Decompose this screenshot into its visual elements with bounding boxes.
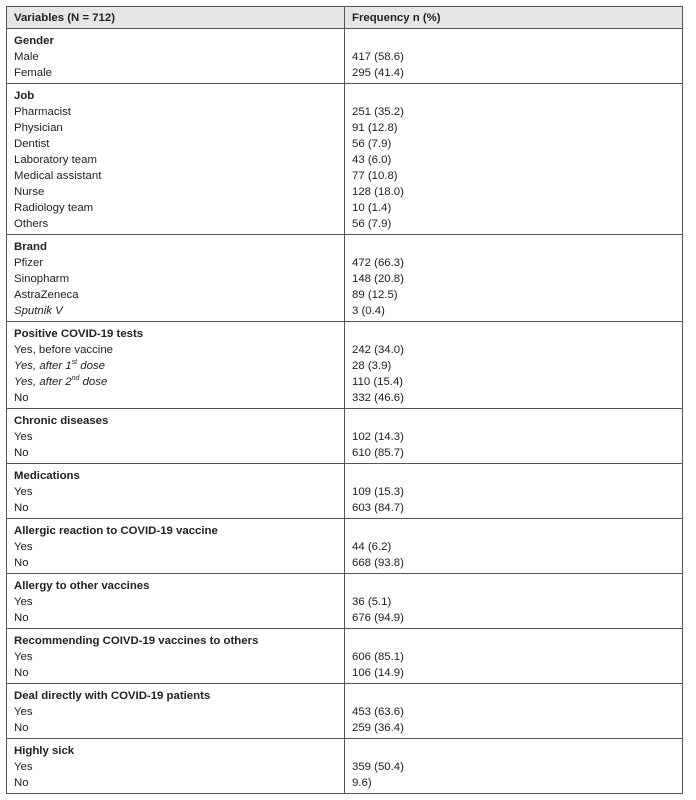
row-label: Yes, after 1st dose xyxy=(14,359,105,372)
row-label: Sputnik V xyxy=(14,305,63,317)
row-value: 36 (5.1) xyxy=(352,596,392,608)
row-value: 610 (85.7) xyxy=(352,447,404,459)
group-brand xyxy=(7,235,682,322)
group-title: Positive COVID-19 tests xyxy=(14,328,144,340)
row-value: 109 (15.3) xyxy=(352,486,404,498)
row-value: 128 (18.0) xyxy=(352,186,404,198)
group-title: Recommending COIVD-19 vaccines to others xyxy=(14,635,259,647)
row-label: AstraZeneca xyxy=(14,289,79,301)
group-title: Chronic diseases xyxy=(14,415,109,427)
row-label: Medical assistant xyxy=(14,170,102,182)
row-value: 472 (66.3) xyxy=(352,257,404,269)
row-label: Dentist xyxy=(14,138,50,150)
row-value: 453 (63.6) xyxy=(352,706,404,718)
row-label: Pharmacist xyxy=(14,106,71,118)
row-value: 3 (0.4) xyxy=(352,305,385,317)
row-label: Yes xyxy=(14,706,33,718)
row-value: 43 (6.0) xyxy=(352,154,392,166)
row-label: No xyxy=(14,612,29,624)
row-value: 417 (58.6) xyxy=(352,51,404,63)
group-medications xyxy=(7,464,682,519)
row-label: Pfizer xyxy=(14,257,44,269)
row-value: 28 (3.9) xyxy=(352,360,392,372)
header-variables: Variables (N = 712) xyxy=(7,7,345,28)
group-recommending xyxy=(7,629,682,684)
row-label: No xyxy=(14,722,29,734)
row-label: Yes xyxy=(14,541,33,553)
row-value: 295 (41.4) xyxy=(352,67,404,79)
row-value: 110 (15.4) xyxy=(352,376,404,388)
row-value: 606 (85.1) xyxy=(352,651,404,663)
row-value: 251 (35.2) xyxy=(352,106,404,118)
group-title: Allergy to other vaccines xyxy=(14,580,150,592)
group-allergic-reaction xyxy=(7,519,682,574)
group-chronic-diseases xyxy=(7,409,682,464)
row-label: Laboratory team xyxy=(14,154,97,166)
row-value: 603 (84.7) xyxy=(352,502,404,514)
row-label: Others xyxy=(14,218,49,230)
row-label: No xyxy=(14,667,29,679)
row-label: Radiology team xyxy=(14,202,94,214)
row-label: Yes, before vaccine xyxy=(14,344,113,356)
row-value: 668 (93.8) xyxy=(352,557,404,569)
row-value: 259 (36.4) xyxy=(352,722,404,734)
row-label: Female xyxy=(14,67,52,79)
row-label: Physician xyxy=(14,122,63,134)
group-highly-sick xyxy=(7,739,682,793)
group-title: Allergic reaction to COVID-19 vaccine xyxy=(14,525,218,537)
row-label: No xyxy=(14,447,29,459)
group-allergy-other-vaccines xyxy=(7,574,682,629)
row-label: No xyxy=(14,557,29,569)
row-label: Yes xyxy=(14,651,33,663)
table-header xyxy=(7,7,682,29)
group-positive-tests xyxy=(7,322,682,409)
row-label: No xyxy=(14,777,29,789)
group-title: Brand xyxy=(14,241,47,253)
row-label: Male xyxy=(14,51,39,63)
group-title: Gender xyxy=(14,35,54,47)
group-job xyxy=(7,84,682,235)
header-frequency: Frequency n (%) xyxy=(352,11,441,24)
row-label: Yes, after 2nd dose xyxy=(14,375,108,388)
row-value: 106 (14.9) xyxy=(352,667,404,679)
group-gender xyxy=(7,29,682,84)
row-value: 102 (14.3) xyxy=(352,431,404,443)
group-title: Deal directly with COVID-19 patients xyxy=(14,690,211,702)
row-value: 10 (1.4) xyxy=(352,202,392,214)
row-value: 242 (34.0) xyxy=(352,344,404,356)
group-title: Medications xyxy=(14,470,80,482)
row-label: No xyxy=(14,392,29,404)
row-value: 44 (6.2) xyxy=(352,541,392,553)
row-label: Yes xyxy=(14,596,33,608)
frequency-table xyxy=(6,6,683,794)
row-label: Yes xyxy=(14,486,33,498)
row-label: Yes xyxy=(14,431,33,443)
row-value: 91 (12.8) xyxy=(352,122,398,134)
row-value: 359 (50.4) xyxy=(352,761,404,773)
row-value: 332 (46.6) xyxy=(352,392,404,404)
row-label: No xyxy=(14,502,29,514)
row-label: Yes xyxy=(14,761,33,773)
group-deal-directly xyxy=(7,684,682,739)
row-value: 77 (10.8) xyxy=(352,170,398,182)
row-value: 148 (20.8) xyxy=(352,273,404,285)
row-label: Nurse xyxy=(14,186,45,198)
row-value: 56 (7.9) xyxy=(352,138,392,150)
row-label: Sinopharm xyxy=(14,273,70,285)
row-value: 56 (7.9) xyxy=(352,218,392,230)
row-value: 89 (12.5) xyxy=(352,289,398,301)
group-title: Job xyxy=(14,90,35,102)
row-value: 9.6) xyxy=(352,777,372,789)
row-value: 676 (94.9) xyxy=(352,612,404,624)
group-title: Highly sick xyxy=(14,745,75,757)
